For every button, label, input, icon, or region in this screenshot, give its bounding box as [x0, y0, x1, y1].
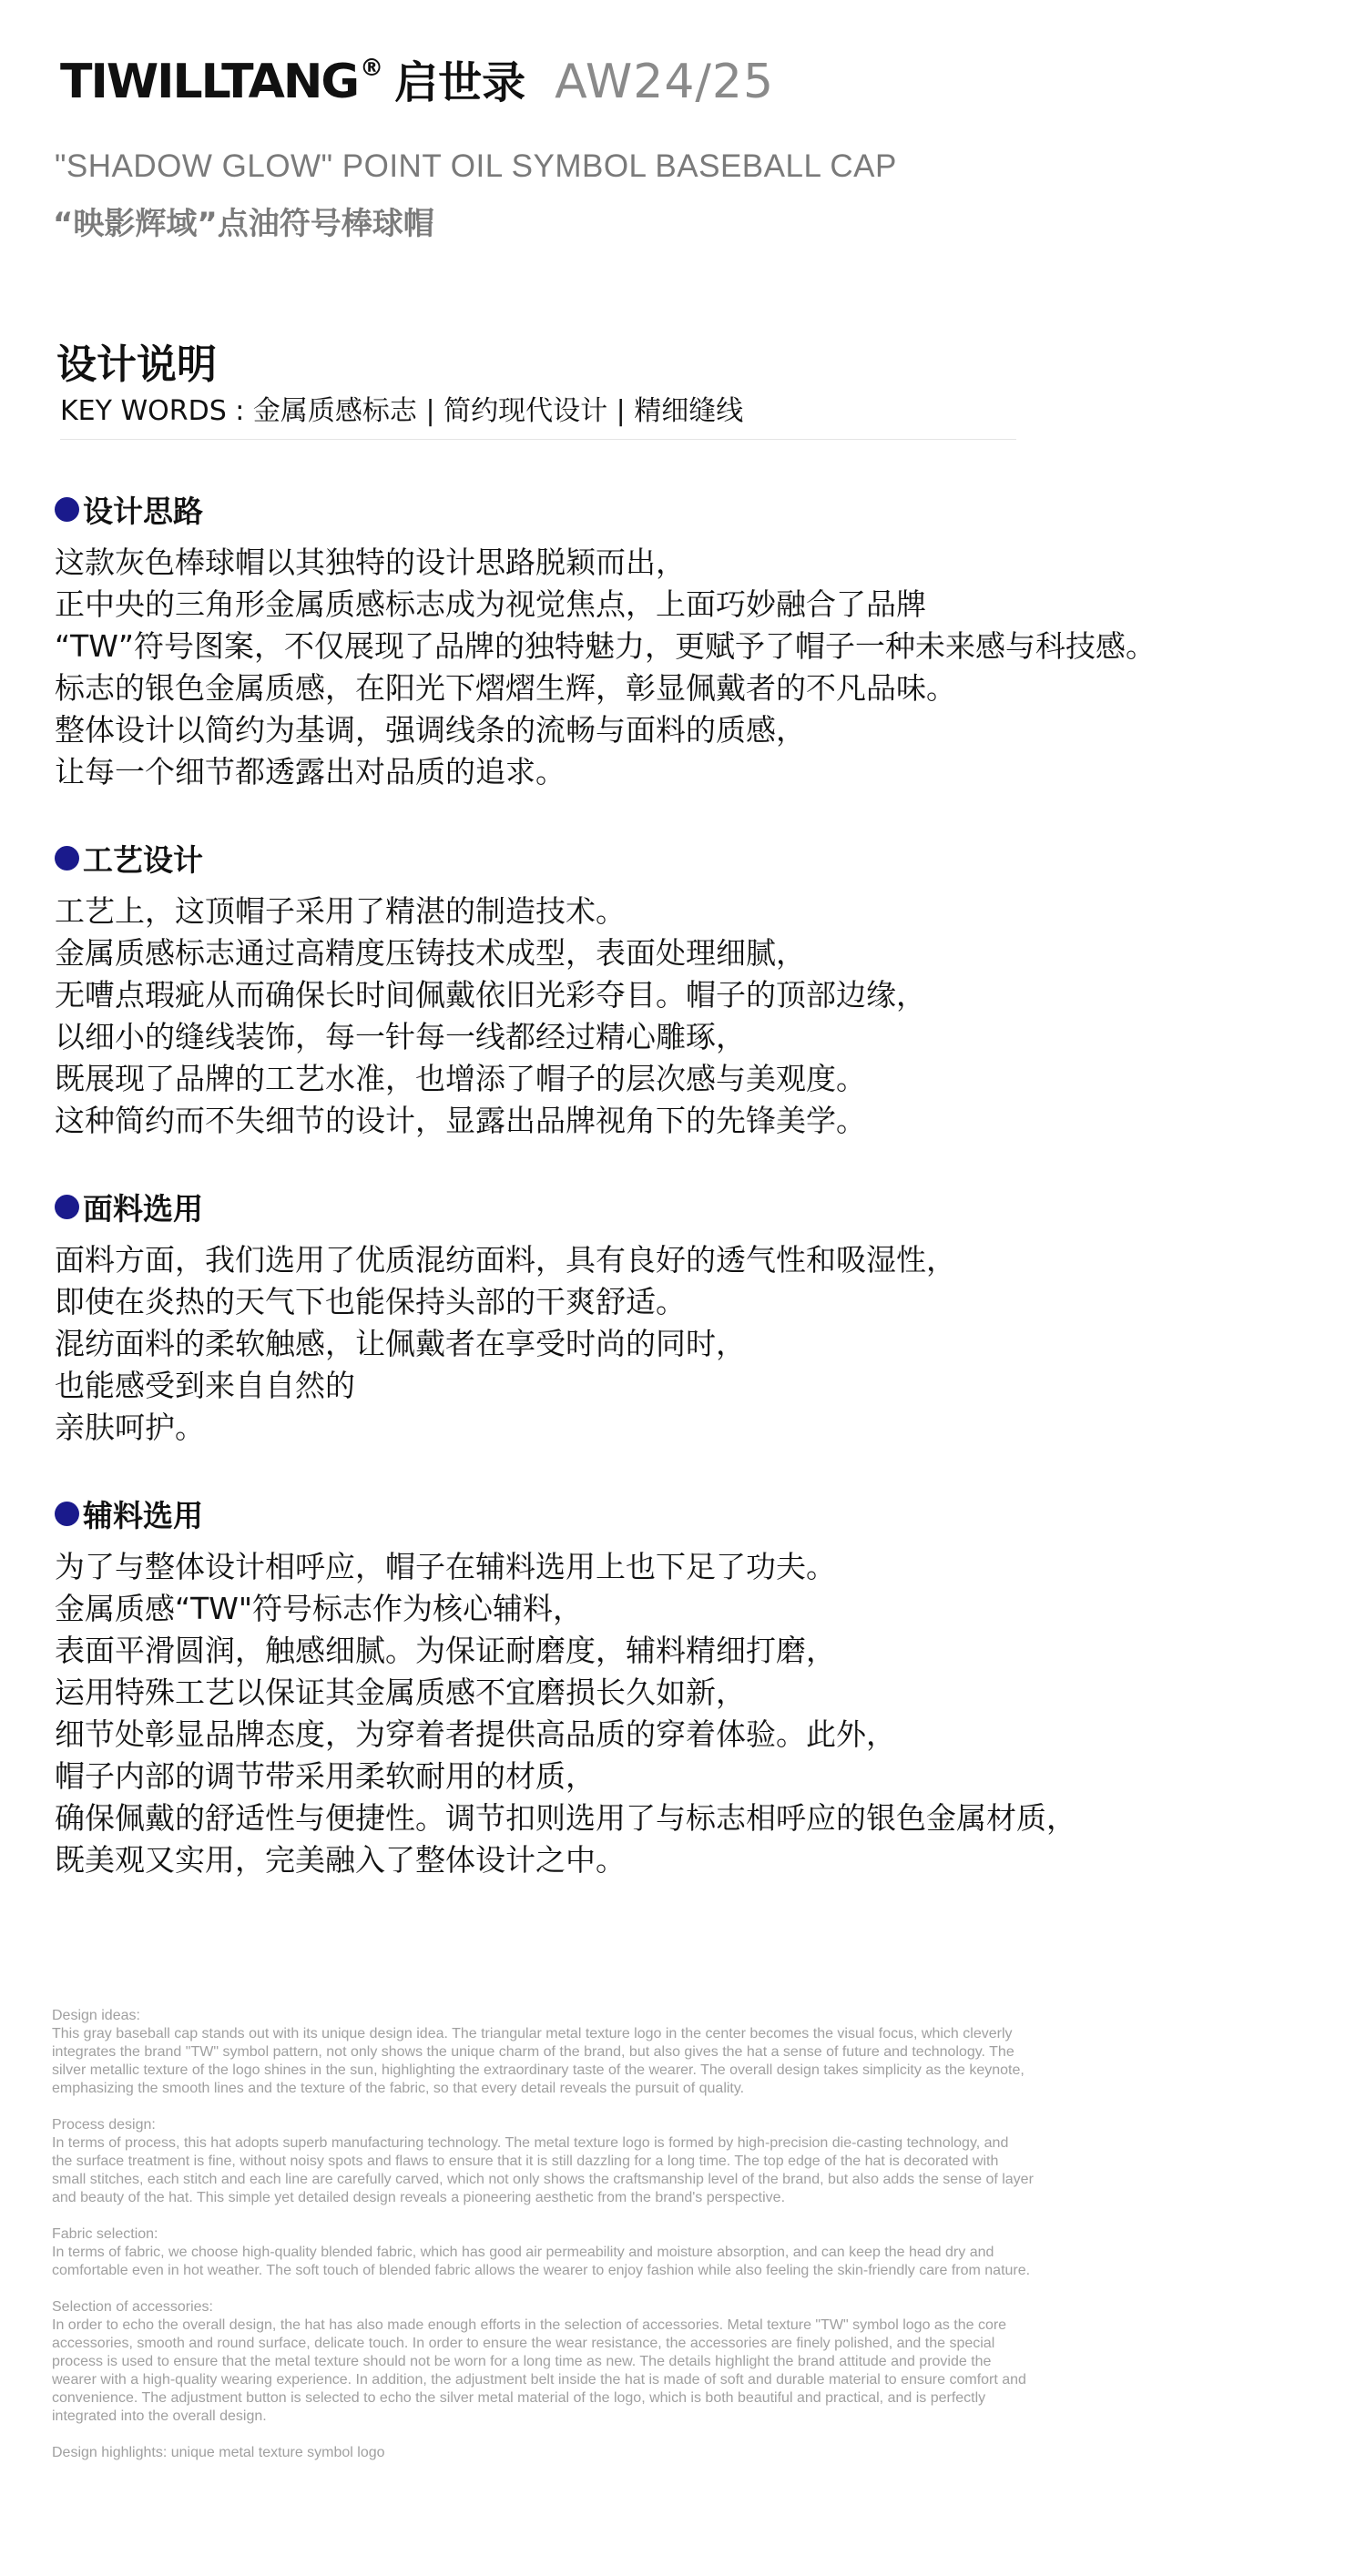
english-line: process is used to ensure that the metal texture should not be worn for a long time as new. The details highlight the brand attitude and provide the — [52, 2354, 992, 2369]
section-line: 标志的银色金属质感，在阳光下熠熠生辉，彰显佩戴者的不凡品味。 — [55, 670, 956, 706]
section-title: 辅料选用 — [83, 1498, 203, 1533]
section-line: 这款灰色棒球帽以其独特的设计思路脱颖而出， — [55, 545, 686, 580]
english-line: convenience. The adjustment button is selected to echo the silver metal material of the logo, which is both beautiful and practical, and is perfectly — [52, 2390, 986, 2406]
brand-name: TIWILLTANG — [60, 55, 359, 109]
brand-cn: 启世录 — [394, 57, 526, 108]
english-heading: Design ideas: — [52, 2008, 140, 2023]
section-line: 既展现了品牌的工艺水准，也增添了帽子的层次感与美观度。 — [55, 1061, 866, 1096]
english-line: In terms of process, this hat adopts superb manufacturing technology. The metal texture logo is formed by high-precision die-casting technology, and — [52, 2135, 1009, 2151]
section-line: “TW”符号图案，不仅展现了品牌的独特魅力，更赋予了帽子一种未来感与科技感。 — [55, 628, 1156, 664]
english-line: wearer with a high-quality wearing experience. In addition, the adjustment belt inside the hat is made of soft and durable material to ensure comfort and — [52, 2372, 1026, 2388]
section-title: 设计思路 — [83, 494, 203, 529]
header — [60, 47, 774, 110]
english-heading: Selection of accessories: — [52, 2299, 213, 2315]
section — [55, 488, 1348, 793]
english-block — [52, 2116, 1236, 2207]
section-line: 整体设计以简约为基调，强调线条的流畅与面料的质感， — [55, 712, 806, 748]
section-line: 混纺面料的柔软触感，让佩戴者在享受时尚的同时， — [55, 1326, 746, 1361]
bullet-dot-icon — [55, 1195, 79, 1219]
section-line: 以细小的缝线装饰，每一针每一线都经过精心雕琢， — [55, 1019, 746, 1054]
section-line: 也能感受到来自自然的 — [55, 1368, 355, 1403]
section-line: 让每一个细节都透露出对品质的追求。 — [55, 754, 566, 789]
section-line: 这种简约而不失细节的设计，显露出品牌视角下的先锋美学。 — [55, 1103, 866, 1138]
section-heading — [55, 837, 1348, 880]
english-line: integrated into the overall design. — [52, 2408, 267, 2424]
bullet-dot-icon — [55, 1502, 79, 1526]
product-title-en: "SHADOW GLOW" POINT OIL SYMBOL BASEBALL CAP — [55, 148, 897, 184]
section-line: 帽子内部的调节带采用柔软耐用的材质， — [55, 1758, 596, 1794]
english-heading: Process design: — [52, 2117, 156, 2133]
bullet-dot-icon — [55, 846, 79, 871]
bullet-dot-icon — [55, 497, 79, 522]
section-line: 确保佩戴的舒适性与便捷性。调节扣则选用了与标志相呼应的银色金属材质， — [55, 1800, 1076, 1836]
section-line: 亲肤呵护。 — [55, 1410, 205, 1445]
english-block — [52, 2007, 1236, 2098]
keywords: KEY WORDS : 金属质感标志 | 简约现代设计 | 精细缝线 — [60, 388, 1016, 440]
section-heading — [55, 488, 1348, 531]
english-line: silver metallic texture of the logo shines in the sun, highlighting the extraordinary taste of the wearer. The overall design takes simplicity as the keynote, — [52, 2062, 1024, 2078]
english-line: and beauty of the hat. This simple yet detailed design reveals a pioneering aesthetic from the brand's perspective. — [52, 2190, 786, 2205]
section-line: 金属质感“TW"符号标志作为核心辅料， — [55, 1591, 584, 1626]
english-line: integrates the brand "TW" symbol pattern, not only shows the unique charm of the brand, but also gives the hat a sense of future and technology. The — [52, 2044, 1014, 2060]
section-heading — [55, 1186, 1348, 1228]
section — [55, 1492, 1348, 1881]
product-title-cn: “映影辉域”点油符号棒球帽 — [53, 206, 434, 242]
section-line: 为了与整体设计相呼应，帽子在辅料选用上也下足了功夫。 — [55, 1549, 836, 1584]
design-title: 设计说明 — [56, 341, 217, 388]
english-line: In order to echo the overall design, the hat has also made enough efforts in the selection of accessories. Metal texture "TW" symbol logo as the core — [52, 2317, 1007, 2333]
section-title: 工艺设计 — [83, 842, 203, 878]
section-heading — [55, 1492, 1348, 1535]
section-line: 即使在炎热的天气下也能保持头部的干爽舒适。 — [55, 1284, 686, 1319]
english-description — [52, 2007, 1236, 2462]
design-highlights: Design highlights: unique metal texture symbol logo — [52, 2445, 385, 2460]
english-line: accessories, smooth and round surface, delicate touch. In order to ensure the wear resistance, the accessories are finely polished, and the special — [52, 2336, 995, 2351]
section-line: 表面平滑圆润，触感细腻。为保证耐磨度，辅料精细打磨， — [55, 1633, 836, 1668]
english-line: small stitches, each stitch and each line are carefully carved, which not only shows the craftsmanship level of the brand, but also adds the sense of layer — [52, 2172, 1034, 2187]
registered-mark: ® — [360, 55, 382, 82]
section — [55, 1186, 1348, 1449]
english-block — [52, 2225, 1236, 2280]
section-line: 正中央的三角形金属质感标志成为视觉焦点，上面巧妙融合了品牌 — [55, 586, 926, 622]
section-line: 运用特殊工艺以保证其金属质感不宜磨损长久如新， — [55, 1675, 746, 1710]
english-block — [52, 2298, 1236, 2426]
section-line: 工艺上，这顶帽子采用了精湛的制造技术。 — [55, 893, 626, 929]
section-line: 无嘈点瑕疵从而确保长时间佩戴依旧光彩夺目。帽子的顶部边缘， — [55, 977, 926, 1013]
section-line: 面料方面，我们选用了优质混纺面料，具有良好的透气性和吸湿性， — [55, 1242, 956, 1278]
english-line: This gray baseball cap stands out with its unique design idea. The triangular metal texture logo in the center becomes the visual focus, which cleverly — [52, 2026, 1013, 2041]
brand-logo — [60, 55, 382, 109]
sections — [55, 488, 1348, 1925]
section-line: 既美观又实用，完美融入了整体设计之中。 — [55, 1842, 626, 1878]
english-line: the surface treatment is fine, without noisy spots and flaws to ensure that it is still dazzling for a long time. The top edge of the hat is decorated with — [52, 2153, 999, 2169]
season-label: AW24/25 — [555, 55, 775, 109]
english-line: In terms of fabric, we choose high-quality blended fabric, which has good air permeability and moisture absorption, and can keep the head dry and — [52, 2245, 994, 2260]
section-line: 细节处彰显品牌态度，为穿着者提供高品质的穿着体验。此外， — [55, 1716, 896, 1752]
section — [55, 837, 1348, 1142]
english-line: emphasizing the smooth lines and the texture of the fabric, so that every detail reveals the pursuit of quality. — [52, 2081, 745, 2096]
english-line: comfortable even in hot weather. The soft touch of blended fabric allows the wearer to enjoy fashion while also feeling the skin-friendly care from nature. — [52, 2263, 1031, 2278]
english-heading: Fabric selection: — [52, 2226, 158, 2242]
section-line: 金属质感标志通过高精度压铸技术成型，表面处理细腻， — [55, 935, 806, 971]
section-title: 面料选用 — [83, 1191, 203, 1227]
